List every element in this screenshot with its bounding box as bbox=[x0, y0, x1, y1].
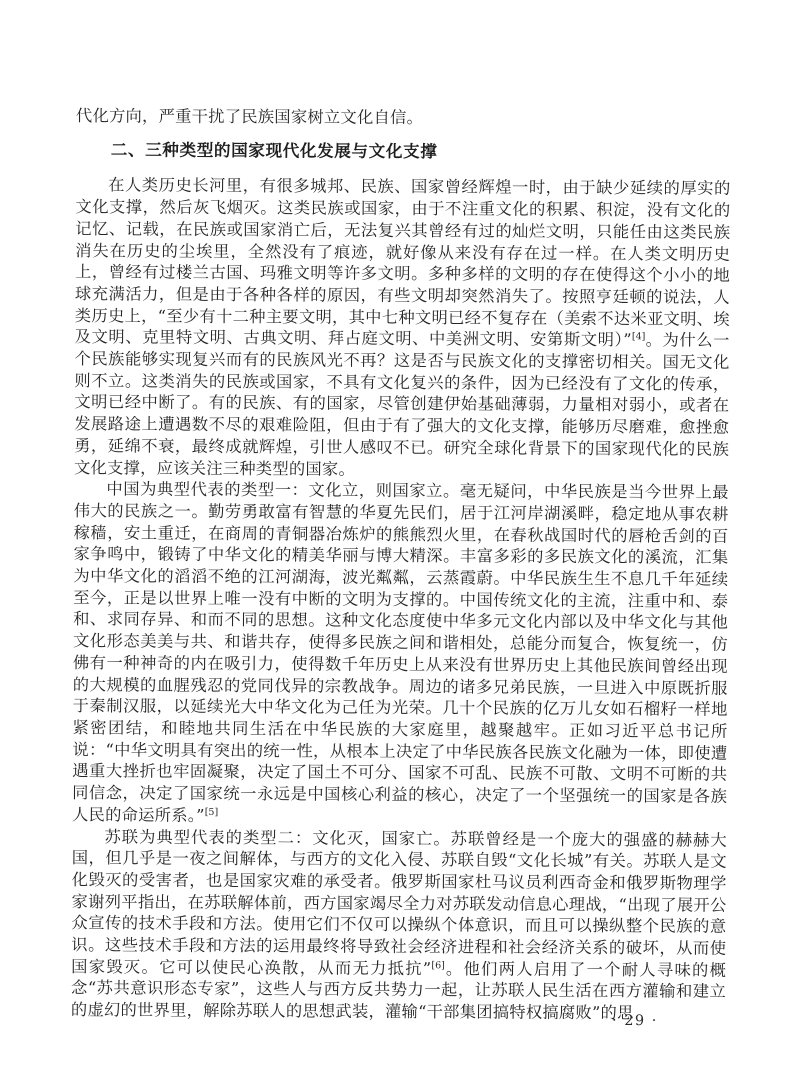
section-heading: 二、三种类型的国家现代化发展与文化支撑 bbox=[110, 140, 438, 161]
citation-reference: [6] bbox=[431, 959, 445, 971]
paragraph: 苏联为典型代表的类型二：文化灭，国家亡。苏联曾经是一个庞大的强盛的赫赫大国，但几乎是一夜之间解体，与西方的文化入侵、苏联自毁“文化长城”有关。苏联人是文化毁灭的受害者，也是国家灾难的承受者。俄罗斯国家杜马议员利西奇金和俄罗斯物理学家谢列平指出，在苏联解体前，西方国家竭尽全力对苏联发动信息心理战，“出现了展开公众宣传的技术手段和方法。使用它们不仅可以操纵个体意识，而且可以操纵整个民族的意识。这些技术手段和方法的运用最终将导致社会经济进程和社会经济关系的破坏，从而使国家毁灭。它可以使民心涣散，从而无力抵抗”[6]。他们两人启用了一个耐人寻味的概念“苏共意识形态专家”，这些人与西方反共势力一起，让苏联人民生活在西方灌输和建立的虚幻的世界里，解除苏联人的思想武装，灌输“干部集团搞特权搞腐败”的思 bbox=[70, 826, 727, 1023]
body-paragraphs bbox=[71, 175, 731, 1025]
page-number: · 29 · bbox=[611, 1012, 658, 1030]
continuation-paragraph: 代化方向，严重干扰了民族国家树立文化自信。 bbox=[75, 106, 424, 128]
citation-reference: [5] bbox=[204, 806, 219, 818]
text-block bbox=[71, 105, 731, 1024]
paragraph: 在人类历史长河里，有很多城邦、民族、国家曾经辉煌一时，由于缺少延续的厚实的文化支撑，然后灰飞烟灭。这类民族或国家，由于不注重文化的积累、积淀，没有文化的记忆、记载，在民族或国家消亡后，无法复兴其曾经有过的灿烂文明，只能任由这类民族消失在历史的尘埃里，全然没有了痕迹，就好像从来没有存在过一样。在人类文明历史上，曾经有过楼兰古国、玛雅文明等许多文明。多种多样的文明的存在使得这个小小的地球充满活力，但是由于各种各样的原因，有些文明却突然消失了。按照亨廷顿的说法，人类历史上，“至少有十二种主要文明，其中七种文明已经不复存在（美索不达米亚文明、埃及文明、克里特文明、古典文明、拜占庭文明、中美洲文明、安第斯文明）”[4]。为什么一个民族能够实现复兴而有的民族风光不再？这是否与民族文化的支撑密切相关。国无文化则不立。这类消失的民族或国家，不具有文化复兴的条件，因为已经没有了文化的传承，文明已经中断了。有的民族、有的国家，尽管创建伊始基础薄弱，力量相对弱小，或者在发展路途上遭遇数不尽的艰难险阻，但由于有了强大的文化支撑，能够历尽磨难，愈挫愈勇，延绵不衰，最终成就辉煌，引世人感叹不已。研究全球化背景下的国家现代化的民族文化支撑，应该关注三种类型的国家。 bbox=[73, 175, 731, 479]
citation-reference: [4] bbox=[631, 331, 646, 343]
paragraph: 中国为典型代表的类型一：文化立，则国家立。毫无疑问，中华民族是当今世界上最伟大的民族之一。勤劳勇敢富有智慧的华夏先民们，居于江河岸湖溪畔，稳定地从事农耕稼穑，安土重迁，在商周的青铜器冶炼炉的熊熊烈火里，在春秋战国时代的唇枪舌剑的百家争鸣中，锻铸了中华文化的精美华丽与博大精深。丰富多彩的多民族文化的溪流，汇集为中华文化的滔滔不绝的江河湖海，波光粼粼，云蒸霞蔚。中华民族生生不息几千年延续至今，正是以世界上唯一没有中断的文明为支撑的。中国传统文化的主流，注重中和、泰和、求同存异、和而不同的思想。这种文化态度使中华多元文化内部以及中华文化与其他文化形态美美与共、和谐共存，使得多民族之间和谐相处，总能分而复合，恢复统一，仿佛有一种神奇的内在吸引力，使得数千年历史上从来没有世界历史上其他民族间曾经出现的大规模的血腥残忍的党同伐异的宗教战争。周边的诸多兄弟民族，一旦进入中原既折服于秦制汉服，以延续光大中华文化为己任为光荣。几十个民族的亿万儿女如石榴籽一样地紧密团结，和睦地共同生活在中华民族的大家庭里，越聚越牢。正如习近平总书记所说：“中华文明具有突出的统一性，从根本上决定了中华民族各民族文化融为一体，即使遭遇重大挫折也牢固凝聚，决定了国土不可分、国家不可乱、民族不可散、文明不可断的共同信念，决定了国家统一永远是中国核心利益的核心，决定了一个坚强统一的国家是各族人民的命运所系。”[5] bbox=[71, 479, 729, 825]
